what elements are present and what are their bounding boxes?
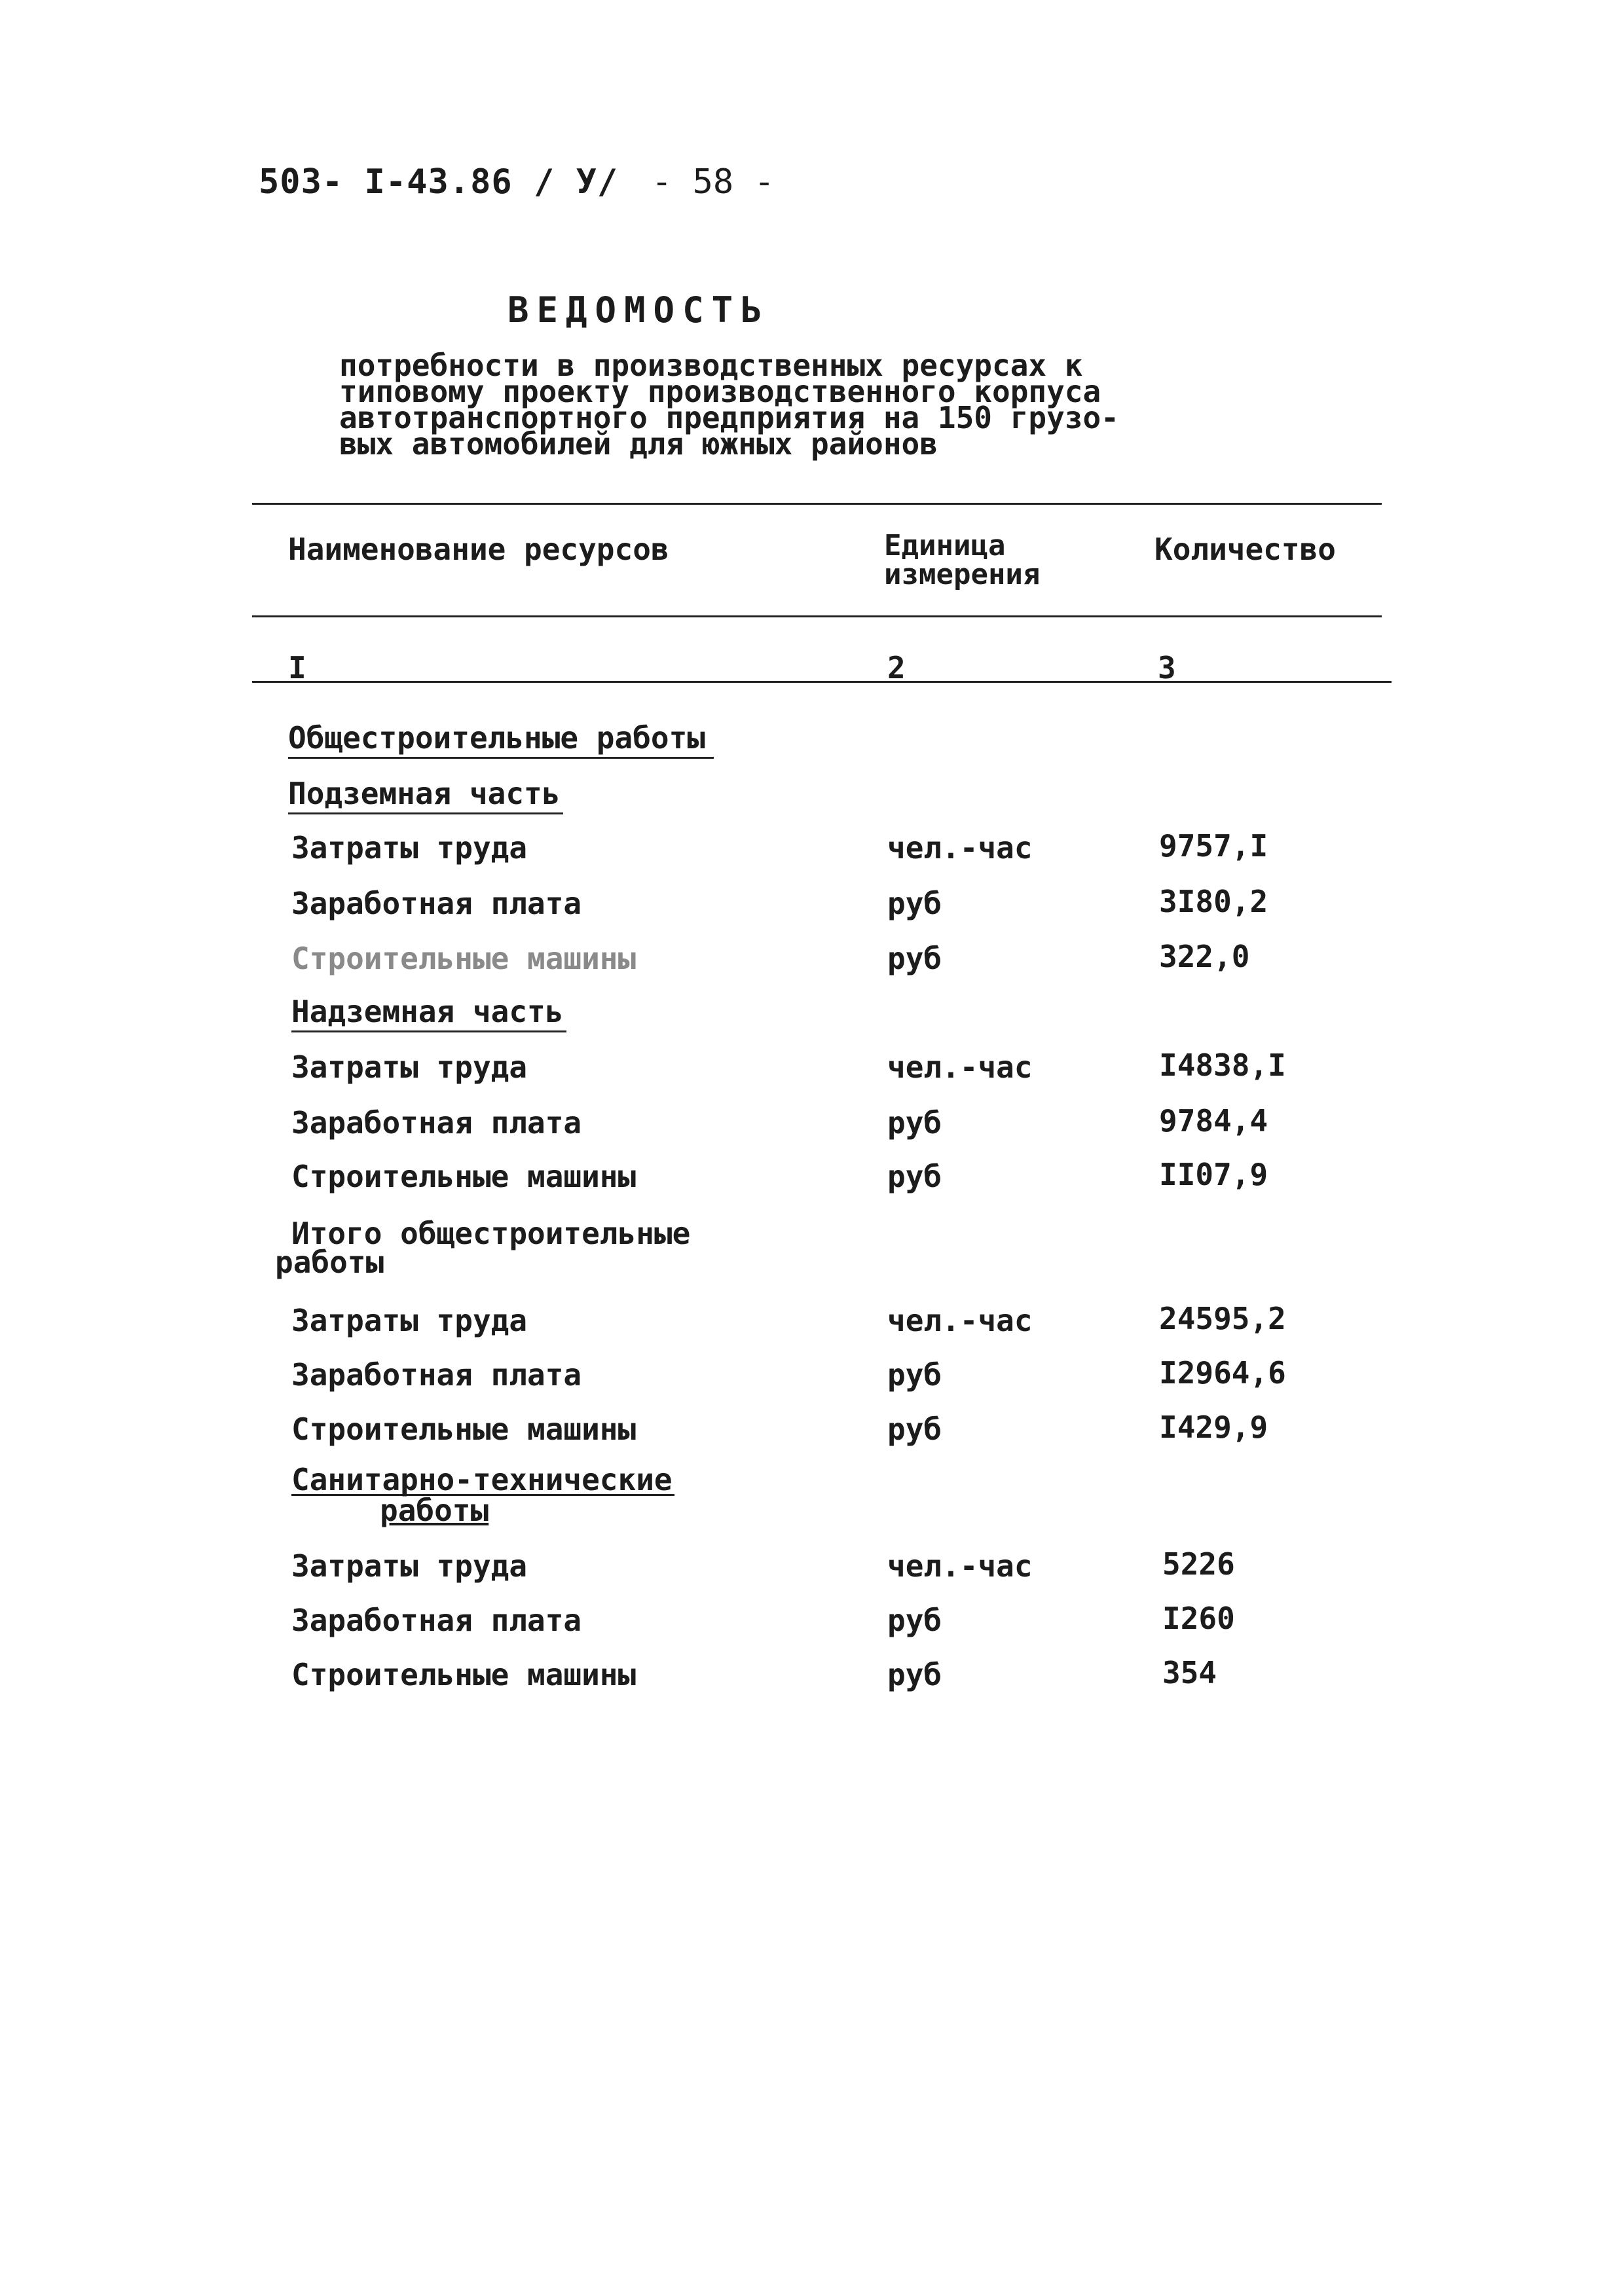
resource-name: Затраты труда	[291, 830, 528, 866]
document-subtitle	[339, 348, 1119, 462]
resource-quantity: I2964,6	[1159, 1355, 1286, 1391]
section-line: Санитарно-технические	[291, 1465, 674, 1496]
resource-quantity: II07,9	[1159, 1157, 1268, 1192]
document-title: ВЕДОМОСТЬ	[507, 289, 770, 331]
resource-unit: чел.-час	[887, 1049, 1033, 1085]
subtitle-line: автотранспортного предприятия на 150 грузо-	[339, 400, 1119, 435]
resource-name: Заработная плата	[291, 886, 582, 921]
resource-name: Заработная плата	[291, 1357, 582, 1393]
column-header-quantity: Количество	[1154, 532, 1336, 567]
resource-unit: руб	[887, 1412, 942, 1447]
resource-unit: руб	[887, 1357, 942, 1393]
resource-quantity: 9784,4	[1159, 1103, 1268, 1139]
resource-name: Строительные машины	[291, 1412, 637, 1447]
subtitle-line: типовому проекту производственного корпуса	[339, 374, 1101, 409]
section-heading: Общестроительные работы	[288, 720, 714, 759]
resource-unit: чел.-час	[887, 1548, 1033, 1584]
resource-name: Затраты труда	[291, 1049, 528, 1085]
section-heading-sanitary	[291, 1462, 674, 1528]
resource-name: Затраты труда	[291, 1303, 528, 1338]
resource-quantity: 5226	[1162, 1546, 1235, 1582]
resource-quantity: I4838,I	[1159, 1048, 1286, 1083]
resource-name: Строительные машины	[291, 1159, 637, 1194]
subtitle-line: вых автомобилей для южных районов	[339, 426, 938, 462]
section-heading: Надземная часть	[291, 994, 566, 1032]
column-header-unit	[884, 529, 1041, 591]
resource-quantity: 3I80,2	[1159, 884, 1268, 919]
column-number-3: 3	[1158, 650, 1176, 685]
resource-unit: руб	[887, 886, 942, 921]
resource-quantity: 354	[1162, 1655, 1217, 1690]
table-top-rule	[252, 503, 1382, 505]
resource-quantity: 322,0	[1159, 939, 1250, 974]
subtotal-line: работы	[275, 1245, 384, 1280]
resource-unit: чел.-час	[887, 830, 1033, 866]
document-code: 503- I-43.86 / У/	[259, 162, 619, 202]
page-number: - 58 -	[652, 162, 775, 202]
resource-name: Затраты труда	[291, 1548, 528, 1584]
resource-quantity: I260	[1162, 1601, 1235, 1636]
resource-name: Заработная плата	[291, 1603, 582, 1638]
resource-unit: руб	[887, 1159, 942, 1194]
resource-name: Строительные машины	[291, 941, 637, 976]
resource-unit: чел.-час	[887, 1303, 1033, 1338]
column-header-name: Наименование ресурсов	[288, 532, 669, 567]
table-header-rule	[252, 615, 1382, 617]
resource-quantity: 9757,I	[1159, 828, 1268, 864]
resource-unit: руб	[887, 1603, 942, 1638]
resource-name: Строительные машины	[291, 1657, 637, 1692]
subtotal-heading	[275, 1216, 691, 1280]
column-number-1: I	[288, 650, 306, 685]
resource-unit: руб	[887, 1105, 942, 1140]
resource-quantity: I429,9	[1159, 1410, 1268, 1445]
table-colnum-rule	[252, 681, 1392, 683]
column-number-2: 2	[887, 650, 906, 685]
subtotal-line: Итого общестроительные	[291, 1216, 691, 1251]
resource-unit: руб	[887, 1657, 942, 1692]
subtitle-line: потребности в производственных ресурсах к	[339, 348, 1083, 383]
resource-name: Заработная плата	[291, 1105, 582, 1140]
unit-header-line: Единица	[884, 529, 1006, 562]
unit-header-line: измерения	[884, 558, 1041, 591]
section-line: работы	[380, 1493, 489, 1528]
resource-unit: руб	[887, 941, 942, 976]
resource-quantity: 24595,2	[1159, 1301, 1286, 1336]
section-heading: Подземная часть	[288, 776, 563, 814]
